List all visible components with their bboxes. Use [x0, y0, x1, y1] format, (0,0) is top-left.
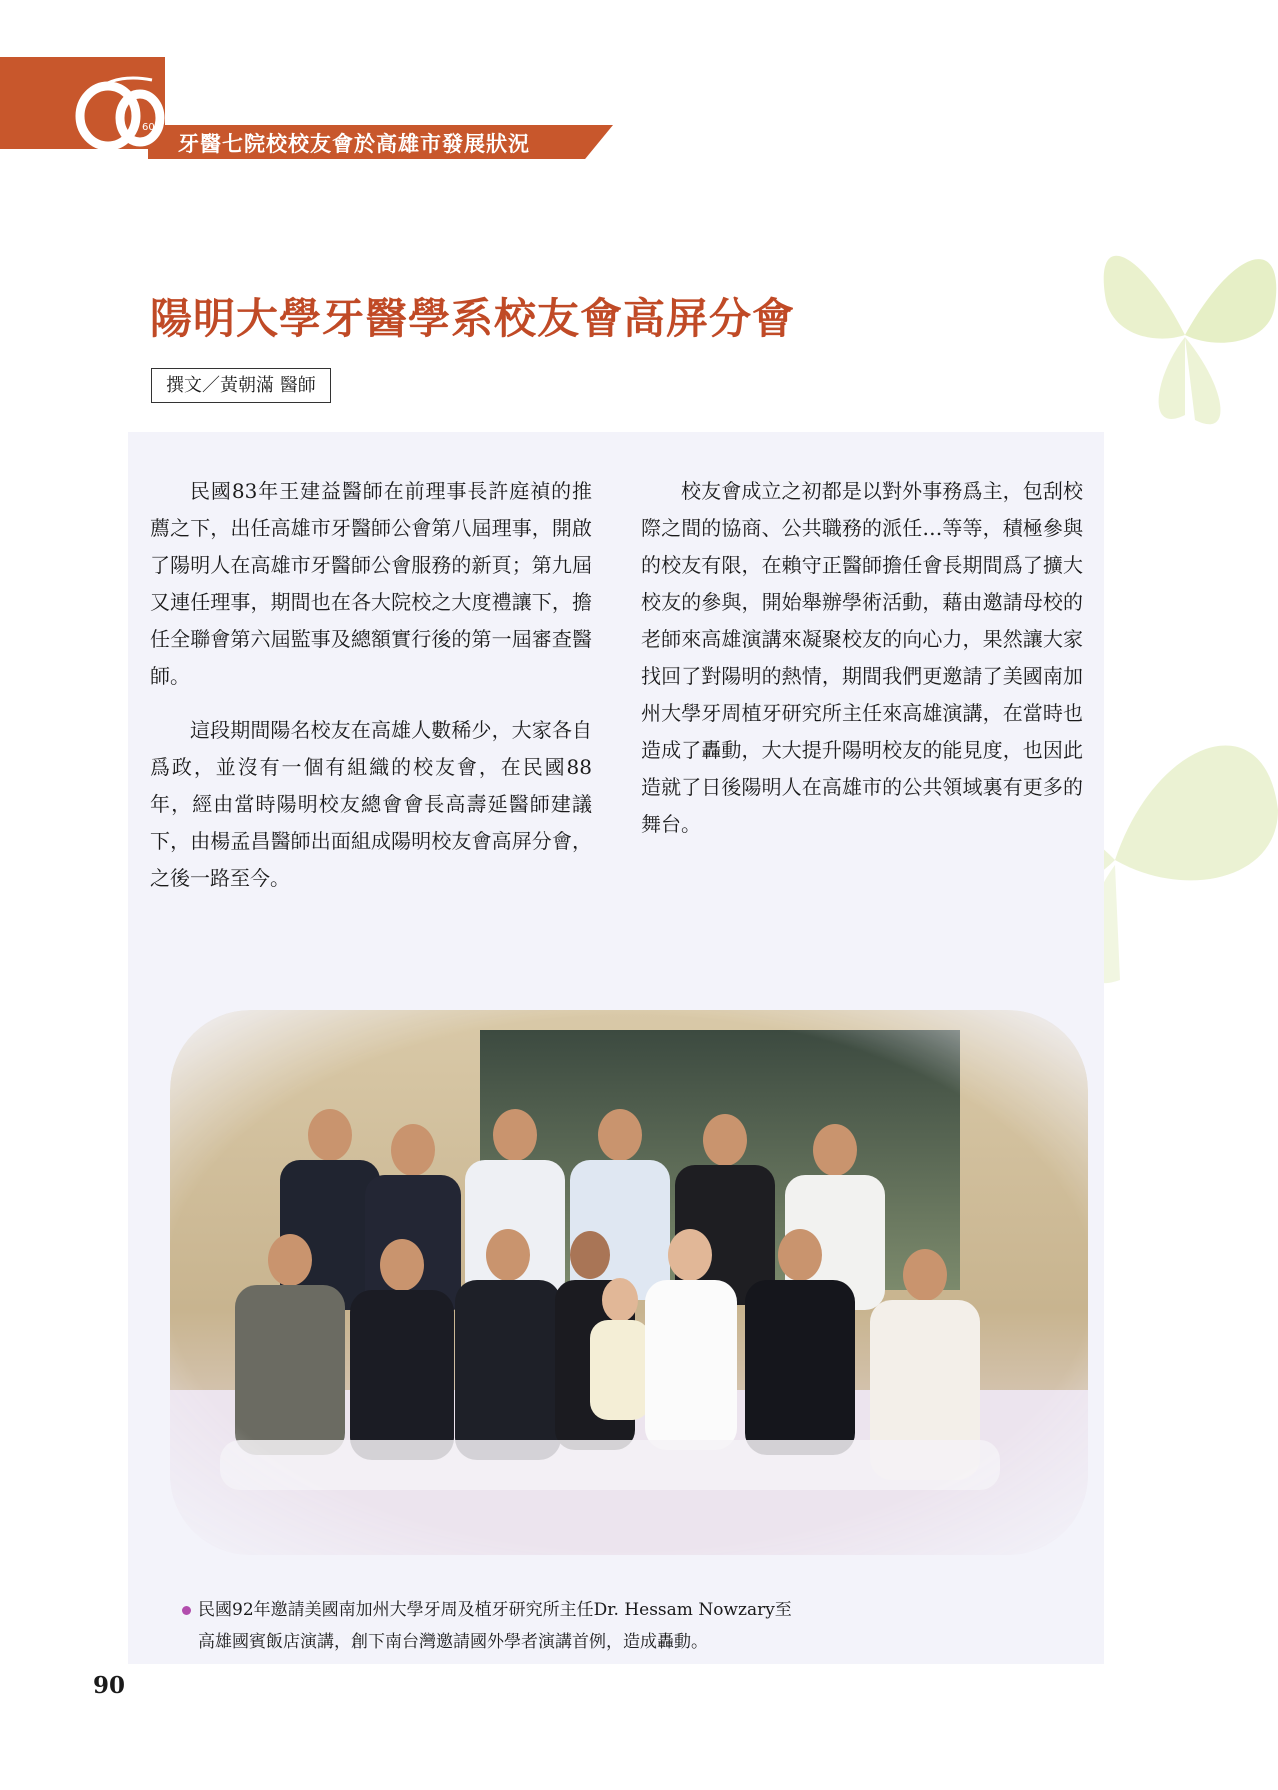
anniversary-60-logo: [72, 68, 170, 154]
text-column-left: [150, 473, 592, 897]
paragraph: 這段期間陽名校友在高雄人數稀少，大家各自爲政，並沒有一個有組織的校友會，在民國88年，經由當時陽明校友總會會長高壽延醫師建議下，由楊孟昌醫師出面組成陽明校友會高屏分會，之後一路至今。: [150, 718, 592, 890]
caption-line: 民國92年邀請美國南加州大學牙周及植牙研究所主任Dr. Hessam Nowzary至: [198, 1600, 792, 1620]
paragraph: 民國83年王建益醫師在前理事長許庭禎的推薦之下，出任高雄市牙醫師公會第八屆理事，開啟了陽明人在高雄市牙醫師公會服務的新頁；第九屆又連任理事，期間也在各大院校之大度禮讓下，擔任全聯會第六屆監事及總額實行後的第一屆審查醫師。: [150, 479, 592, 688]
bullet-icon: [182, 1606, 191, 1615]
article-title: 陽明大學牙醫學系校友會高屏分會: [150, 294, 796, 343]
photo-caption: [198, 1594, 1028, 1658]
logo-number: 60: [142, 122, 155, 133]
group-photo: [170, 1010, 1088, 1555]
paragraph: 校友會成立之初都是以對外事務爲主，包刮校際之間的協商、公共職務的派任…等等，積極參與的校友有限，在賴守正醫師擔任會長期間爲了擴大校友的參與，開始舉辦學術活動，藉由邀請母校的老師來高雄演講來凝聚校友的向心力，果然讓大家找回了對陽明的熱情，期間我們更邀請了美國南加州大學牙周植牙研究所主任來高雄演講，在當時也造成了轟動，大大提升陽明校友的能見度，也因此造就了日後陽明人在高雄市的公共領域裏有更多的舞台。: [641, 479, 1083, 836]
butterfly-decoration-icon: [1085, 215, 1278, 455]
page-number: 90: [93, 1672, 126, 1699]
header-title: 牙醫七院校校友會於高雄市發展狀況: [178, 132, 530, 156]
caption-line: 高雄國賓飯店演講，創下南台灣邀請國外學者演講首例，造成轟動。: [198, 1632, 708, 1652]
author-byline: 撰文／黃朝滿 醫師: [151, 368, 331, 403]
text-column-right: [641, 473, 1083, 843]
